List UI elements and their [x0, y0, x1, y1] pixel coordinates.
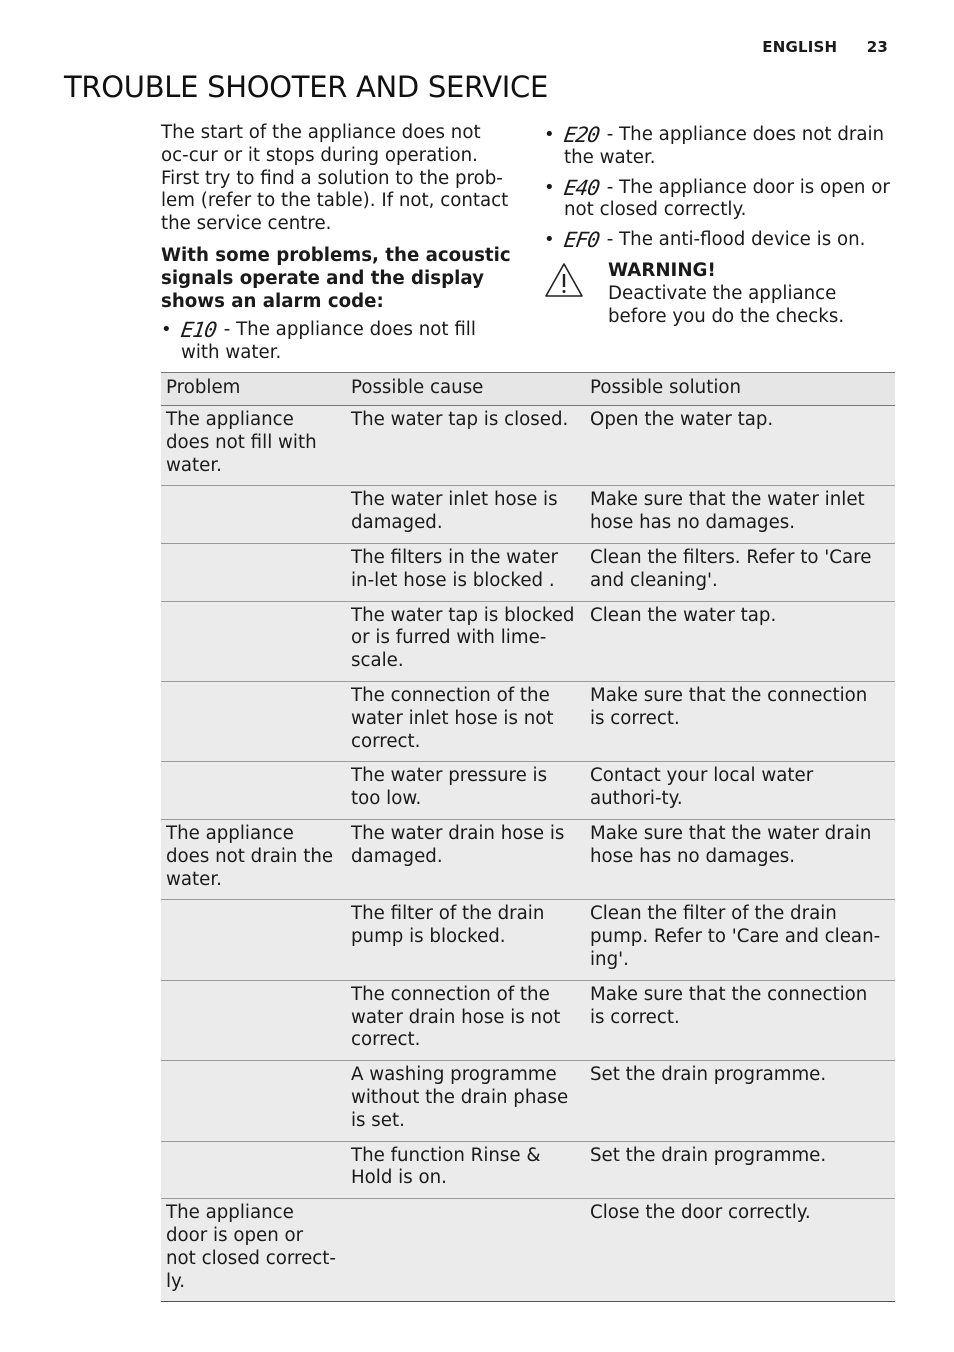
warning-triangle-icon: [544, 262, 584, 298]
header-problem: Problem: [161, 373, 346, 406]
table-row: [161, 762, 895, 820]
table-row: [161, 980, 895, 1060]
cell-cause: The water pressure is too low.: [346, 762, 585, 820]
cell-cause: [346, 1199, 585, 1302]
table-row: [161, 486, 895, 544]
cell-cause: The water inlet hose is damaged.: [346, 486, 585, 544]
cell-problem: [161, 681, 346, 761]
cell-problem: [161, 762, 346, 820]
cell-solution: Open the water tap.: [585, 406, 895, 486]
cell-solution: Clean the water tap.: [585, 601, 895, 681]
cell-problem: [161, 1061, 346, 1141]
intro-left-column: [161, 122, 511, 372]
cell-solution: Close the door correctly.: [585, 1199, 895, 1302]
language-label: ENGLISH: [762, 38, 838, 56]
alarm-code-display: EF0: [562, 228, 601, 253]
alarm-code-display: E40: [562, 175, 601, 200]
cell-problem: The appliance does not drain the water.: [161, 819, 346, 899]
cell-cause: The water tap is closed.: [346, 406, 585, 486]
alarm-intro-bold: With some problems, the acoustic signals operate and the display shows an alarm code:: [161, 244, 511, 312]
alarm-description: - The appliance does not fill with water.: [181, 319, 476, 364]
cell-problem: [161, 543, 346, 601]
table-row: [161, 1199, 895, 1302]
cell-cause: A washing programme without the drain phase is set.: [346, 1061, 585, 1141]
cell-problem: [161, 980, 346, 1060]
page-title: TROUBLE SHOOTER AND SERVICE: [64, 70, 549, 104]
alarm-item-e40: [544, 177, 900, 223]
cell-cause: The connection of the water drain hose is not correct.: [346, 980, 585, 1060]
cell-cause: The function Rinse & Hold is on.: [346, 1141, 585, 1199]
cell-solution: Set the drain programme.: [585, 1061, 895, 1141]
page-number: 23: [866, 38, 888, 56]
cell-problem: [161, 601, 346, 681]
cell-problem: [161, 1141, 346, 1199]
table-row: [161, 601, 895, 681]
alarm-code-display: E20: [562, 123, 601, 147]
header-possible-cause: Possible cause: [346, 373, 585, 406]
cell-solution: Set the drain programme.: [585, 1141, 895, 1199]
cell-solution: Make sure that the connection is correct.: [585, 681, 895, 761]
alarm-item-e20: [544, 124, 900, 170]
table-header-row: [161, 373, 895, 406]
header-possible-solution: Possible solution: [585, 373, 895, 406]
table-row: [161, 1141, 895, 1199]
cell-cause: The water drain hose is damaged.: [346, 819, 585, 899]
table-row: [161, 681, 895, 761]
cell-solution: Contact your local water authori-ty.: [585, 762, 895, 820]
warning-text: Deactivate the appliance before you do the checks.: [608, 282, 845, 327]
alarm-item-ef0: [544, 229, 900, 252]
cell-solution: Make sure that the water inlet hose has no damages.: [585, 486, 895, 544]
alarm-item-e10: [161, 319, 511, 365]
cell-cause: The water tap is blocked or is furred with lime-scale.: [346, 601, 585, 681]
intro-text-2: First try to find a solution to the prob-lem (refer to the table). If not, contact the service centre.: [161, 167, 509, 235]
cell-cause: The filters in the water in-let hose is blocked .: [346, 543, 585, 601]
alarm-description: - The appliance does not drain the water.: [564, 124, 885, 168]
intro-text-1: The start of the appliance does not oc-cur or it stops during operation.: [161, 122, 481, 166]
alarm-description: - The anti-flood device is on.: [600, 229, 866, 251]
bullet-dot: •: [544, 229, 555, 251]
table-row: [161, 900, 895, 980]
intro-right-column: [544, 124, 900, 328]
cell-problem: [161, 900, 346, 980]
bullet-dot: •: [544, 176, 555, 198]
alarm-description: - The appliance door is open or not closed correctly.: [564, 176, 890, 221]
cell-solution: Make sure that the connection is correct.: [585, 980, 895, 1060]
cell-solution: Clean the filter of the drain pump. Refer to 'Care and clean-ing'.: [585, 900, 895, 980]
cell-cause: The connection of the water inlet hose is not correct.: [346, 681, 585, 761]
cell-problem: [161, 486, 346, 544]
alarm-code-display: E10: [179, 318, 218, 343]
table-row: [161, 406, 895, 486]
page-header: [762, 38, 888, 56]
cell-cause: The filter of the drain pump is blocked.: [346, 900, 585, 980]
bullet-dot: •: [161, 319, 172, 341]
intro-paragraph: [161, 122, 511, 236]
warning-box: [544, 260, 900, 328]
cell-problem: The appliance does not fill with water.: [161, 406, 346, 486]
table-row: [161, 1061, 895, 1141]
cell-solution: Make sure that the water drain hose has no damages.: [585, 819, 895, 899]
bullet-dot: •: [544, 124, 555, 145]
warning-title: WARNING!: [608, 259, 716, 281]
troubleshooting-table: [161, 372, 895, 1302]
cell-problem: The appliance door is open or not closed correct-ly.: [161, 1199, 346, 1302]
table-row: [161, 543, 895, 601]
table-row: [161, 819, 895, 899]
cell-solution: Clean the filters. Refer to 'Care and cleaning'.: [585, 543, 895, 601]
